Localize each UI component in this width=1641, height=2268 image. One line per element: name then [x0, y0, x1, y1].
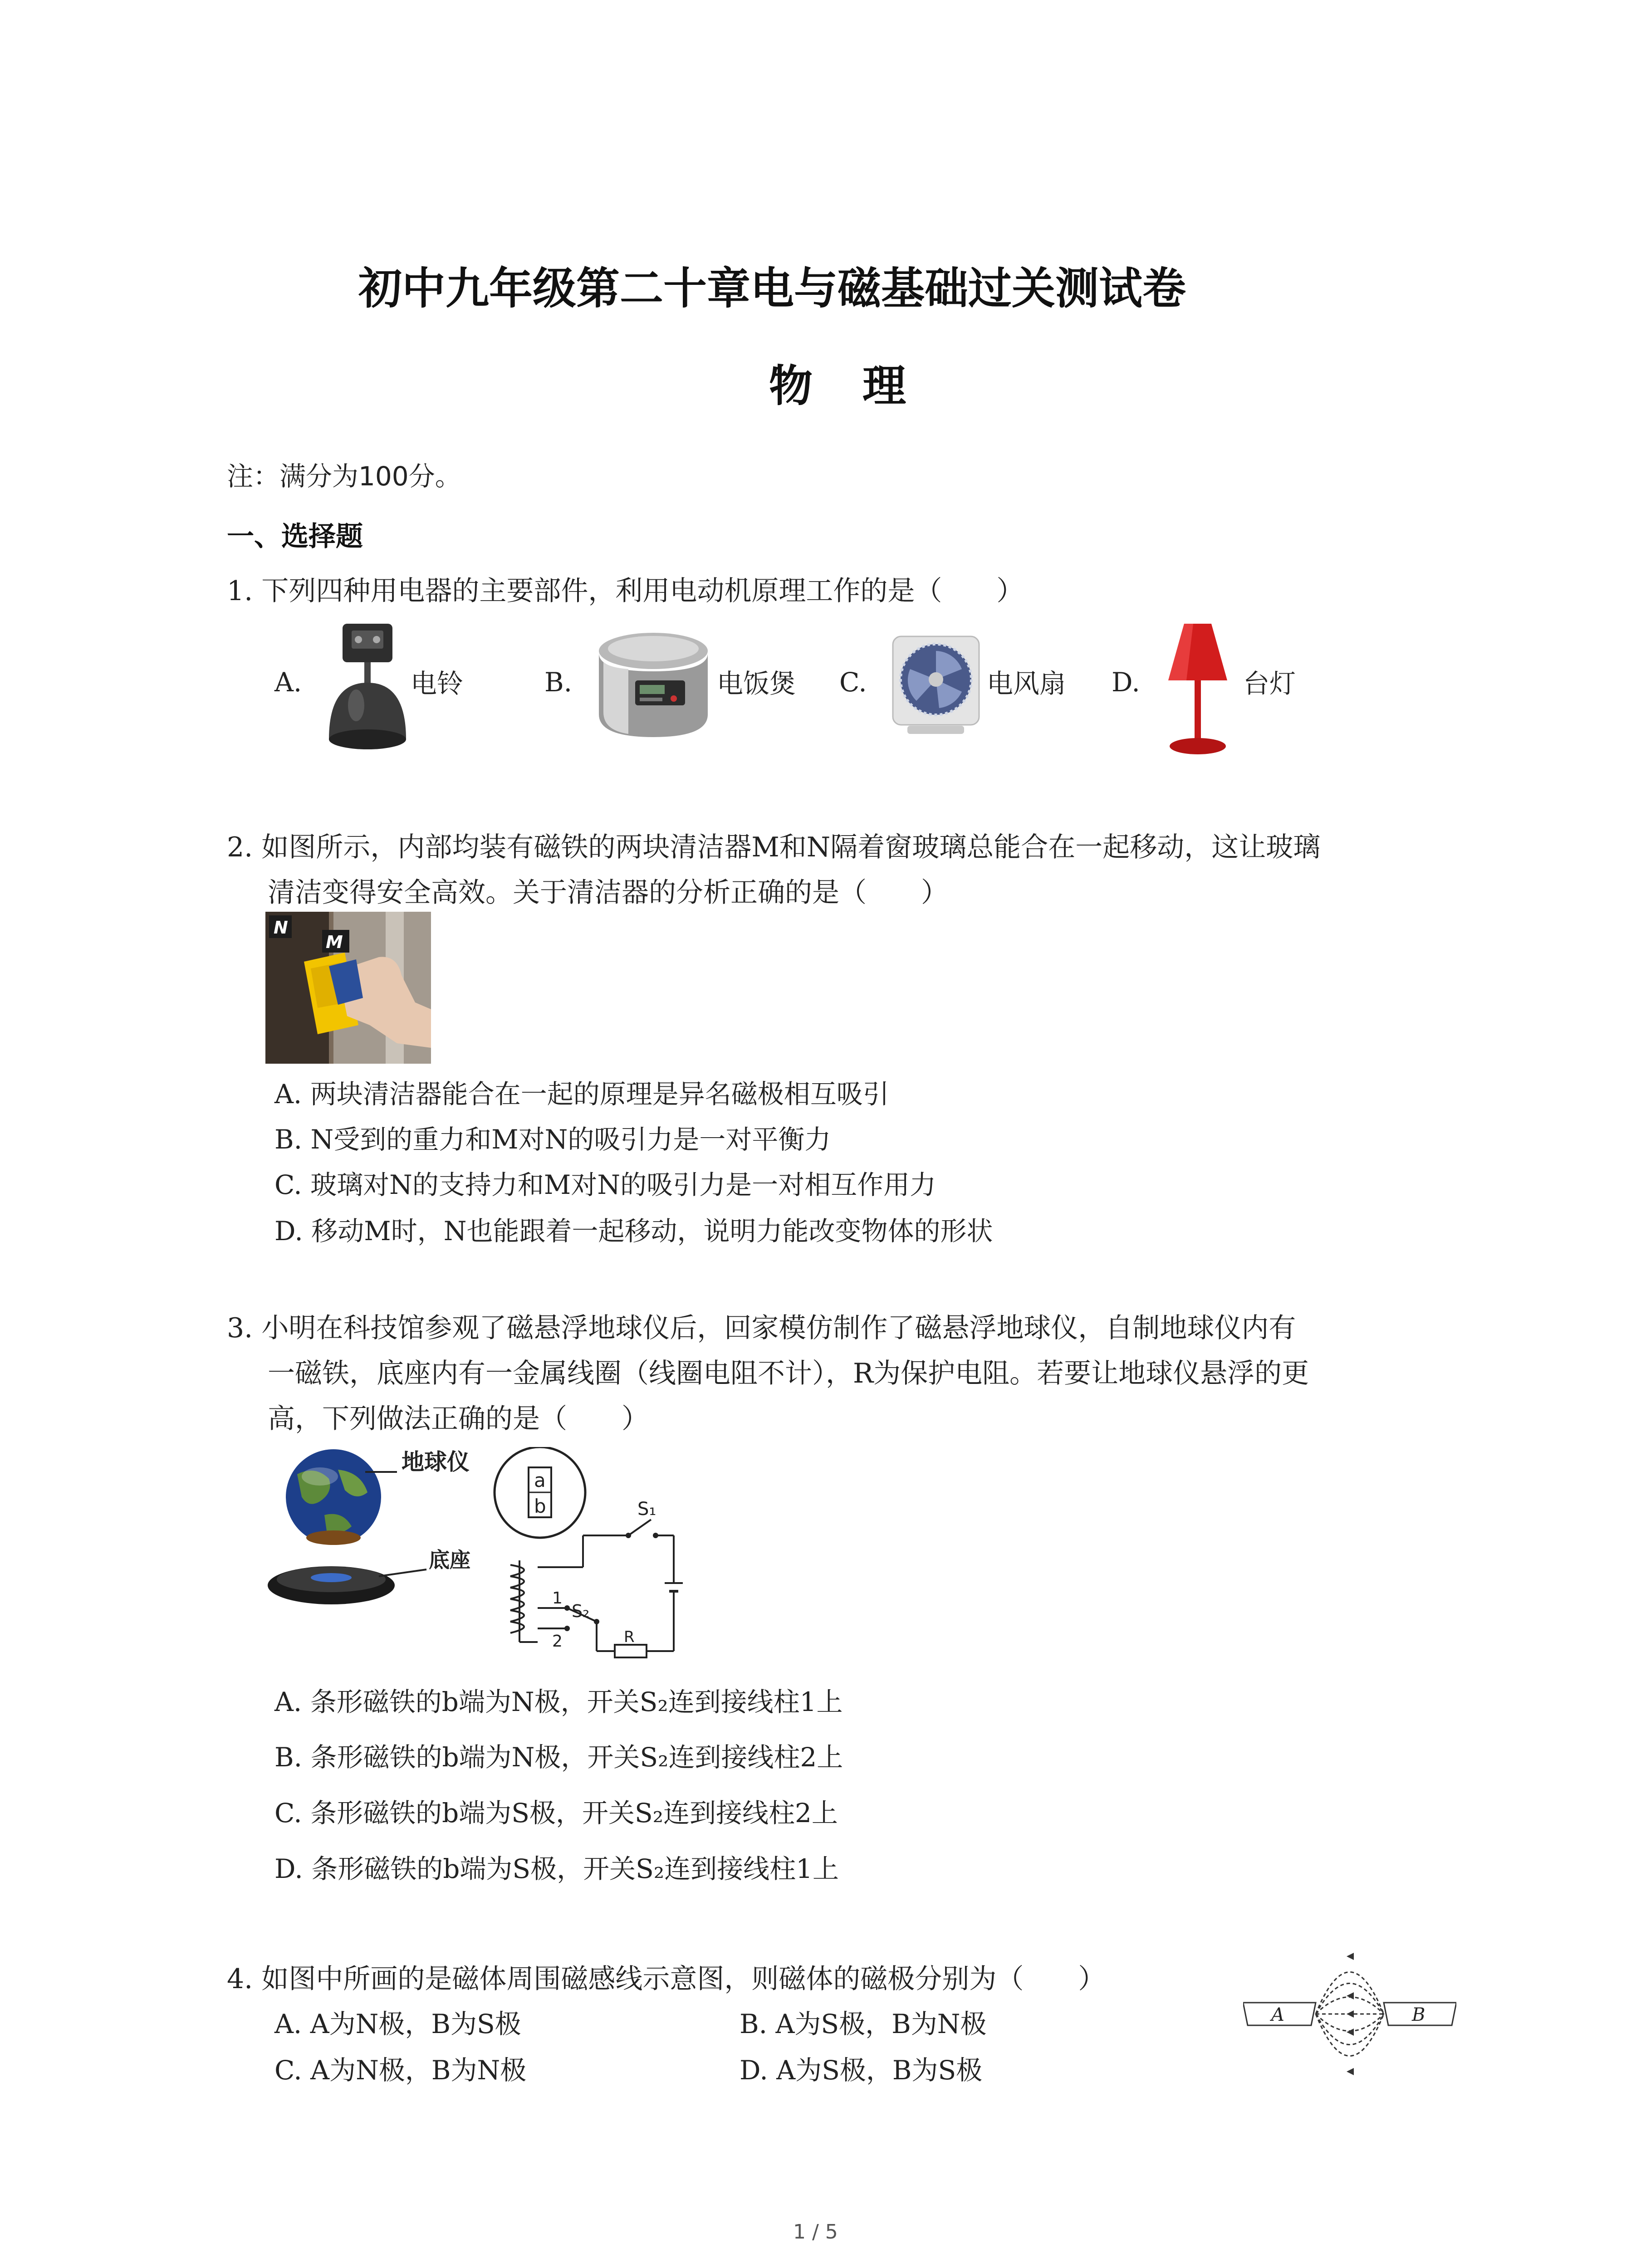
q2-option-b: B. N受到的重力和M对N的吸引力是一对平衡力 [274, 1124, 831, 1155]
q2-option-a: A. 两块清洁器能合在一起的原理是异名磁极相互吸引 [274, 1079, 889, 1110]
question-3-stem-line-3: 高，下列做法正确的是（ ） [268, 1403, 649, 1435]
question-1-stem: 1. 下列四种用电器的主要部件，利用电动机原理工作的是（ ） [227, 575, 1024, 607]
q4-option-b: B. A为S极，B为N极 [740, 2009, 987, 2039]
cleaner-m-label: M [326, 932, 343, 952]
q1-option-a-letter: A. [274, 667, 302, 698]
q3-option-c: C. 条形磁铁的b端为S极，开关S₂连到接线柱2上 [274, 1798, 838, 1828]
switch-s1-label: S₁ [637, 1499, 656, 1520]
globe-label: 地球仪 [402, 1449, 470, 1475]
magnet-pole-a-label: A [1271, 2004, 1284, 2025]
terminal-1-label: 1 [552, 1589, 563, 1608]
question-3-stem-line-1: 3. 小明在科技馆参观了磁悬浮地球仪后，回家模仿制作了磁悬浮地球仪，自制地球仪内有 [227, 1312, 1296, 1344]
cleaner-n-label: N [274, 918, 288, 938]
magnet-end-a: a [534, 1469, 546, 1491]
terminal-2-label: 2 [552, 1632, 563, 1651]
switch-s2-label: S₂ [572, 1601, 590, 1621]
q4-option-a: A. A为N极，B为S极 [274, 2009, 521, 2039]
q1-option-c-letter: C. [839, 667, 867, 698]
q4-option-d: D. A为S极，B为S极 [740, 2055, 983, 2086]
magnet-pole-b-label: B [1412, 2004, 1425, 2025]
base-label: 底座 [429, 1548, 470, 1572]
page-title: 初中九年级第二十章电与磁基础过关测试卷 [358, 263, 1186, 314]
subject-title: 物理 [769, 361, 956, 411]
q2-option-d: D. 移动M时，N也能跟着一起移动，说明力能改变物体的形状 [274, 1216, 993, 1246]
electric-bell-icon [320, 619, 415, 758]
q3-option-d: D. 条形磁铁的b端为S极，开关S₂连到接线柱1上 [274, 1853, 839, 1884]
resistor-r-label: R [624, 1628, 635, 1646]
q3-option-a: A. 条形磁铁的b端为N极，开关S₂连到接线柱1上 [274, 1686, 843, 1717]
maglev-globe-diagram [265, 1447, 701, 1678]
window-cleaner-photo [265, 912, 431, 1064]
desk-lamp-icon [1159, 619, 1236, 758]
q1-option-c-label: 电风扇 [987, 668, 1066, 699]
q1-option-b-letter: B. [544, 667, 573, 698]
question-2-stem-line-1: 2. 如图所示，内部均装有磁铁的两块清洁器M和N隔着窗玻璃总能合在一起移动，这让玻璃 [227, 831, 1321, 863]
magnet-end-b: b [534, 1495, 546, 1517]
rice-cooker-icon [592, 626, 715, 746]
q1-option-d-letter: D. [1112, 667, 1140, 698]
question-4-stem: 4. 如图中所画的是磁体周围磁感线示意图，则磁体的磁极分别为（ ） [227, 1963, 1106, 1995]
q2-option-c: C. 玻璃对N的支持力和M对N的吸引力是一对相互作用力 [274, 1169, 936, 1200]
question-2-stem-line-2: 清洁变得安全高效。关于清洁器的分析正确的是（ ） [268, 877, 948, 909]
page-number: 1 / 5 [793, 2220, 838, 2244]
q1-option-b-label: 电饭煲 [717, 668, 796, 699]
q3-option-b: B. 条形磁铁的b端为N极，开关S₂连到接线柱2上 [274, 1742, 843, 1773]
electric-fan-icon [889, 633, 982, 737]
section-title: 一、选择题 [227, 521, 363, 552]
q1-option-d-label: 台灯 [1243, 668, 1296, 699]
score-note: 注：满分为100分。 [227, 461, 461, 492]
magnetic-field-lines-diagram [1243, 1948, 1456, 2080]
question-3-stem-line-2: 一磁铁，底座内有一金属线圈（线圈电阻不计），R为保护电阻。若要让地球仪悬浮的更 [268, 1358, 1309, 1389]
q4-option-c: C. A为N极，B为N极 [274, 2055, 527, 2086]
q1-option-a-label: 电铃 [411, 668, 464, 699]
